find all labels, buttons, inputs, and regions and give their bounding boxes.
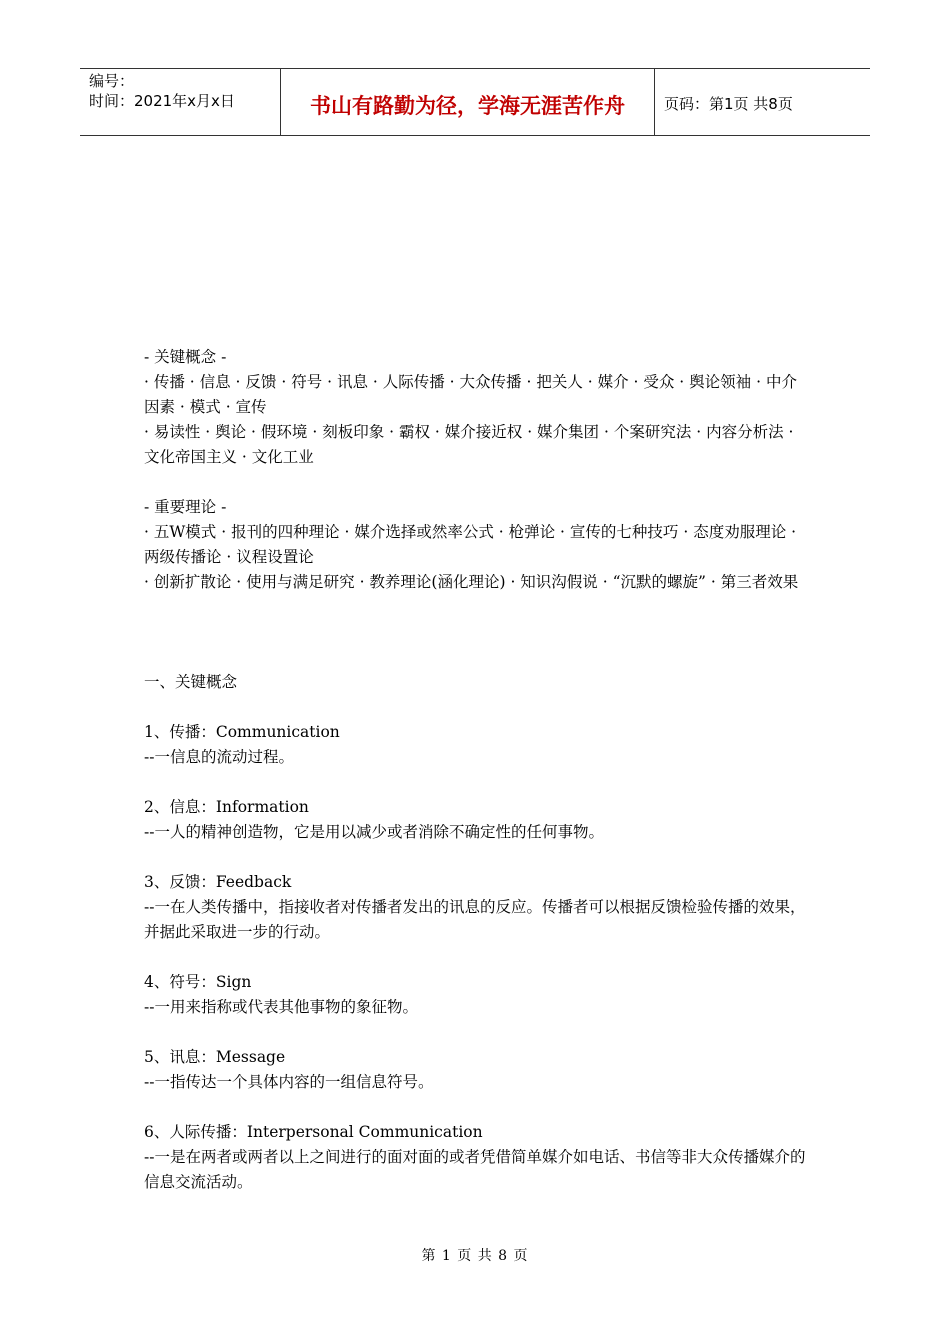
- entry-definition: --一人的精神创造物，它是用以减少或者消除不确定性的任何事物。: [144, 823, 604, 841]
- time-label: 时间：2021年x月x日: [89, 92, 235, 110]
- entry-term: 1、传播：Communication: [144, 723, 340, 741]
- key-concepts-heading: - 关键概念 -: [144, 348, 227, 366]
- page-footer: 第 1 页 共 8 页: [421, 1248, 529, 1264]
- entry-definition: --一信息的流动过程。: [144, 748, 294, 766]
- entry-definition: --一在人类传播中，指接收者对传播者发出的讯息的反应。传播者可以根据反馈检验传播的效果，并据此采取进一步的行动。: [144, 898, 806, 941]
- header-motto: 书山有路勤为径，学海无涯苦作舟: [281, 69, 655, 135]
- key-concepts-line-2: · 易读性 · 舆论 · 假环境 · 刻板印象 · 霸权 · 媒介接近权 · 媒介集团 · 个案研究法 · 内容分析法 · 文化帝国主义 · 文化工业: [144, 423, 794, 466]
- entry-definition: --一是在两者或两者以上之间进行的面对面的或者凭借简单媒介如电话、书信等非大众传播媒介的信息交流活动。: [144, 1148, 806, 1191]
- document-header: [80, 68, 870, 136]
- theories-line-2: · 创新扩散论 · 使用与满足研究 · 教养理论(涵化理论) · 知识沟假说 · “沉默的螺旋” · 第三者效果: [144, 573, 799, 591]
- entry-definition: --一指传达一个具体内容的一组信息符号。: [144, 1073, 434, 1091]
- part-one-title: 一、关键概念: [144, 673, 238, 691]
- entry-term: 5、讯息：Message: [144, 1048, 286, 1066]
- header-page-info: 页码：第1页 共8页: [664, 94, 793, 113]
- entry-term: 4、符号：Sign: [144, 973, 252, 991]
- header-meta: [80, 69, 281, 135]
- document-body: [144, 345, 808, 1195]
- key-concepts-line-1: · 传播 · 信息 · 反馈 · 符号 · 讯息 · 人际传播 · 大众传播 · 把关人 · 媒介 · 受众 · 舆论领袖 · 中介因素 · 模式 · 宣传: [144, 373, 797, 416]
- theories-line-1: · 五W模式 · 报刊的四种理论 · 媒介选择或然率公式 · 枪弹论 · 宣传的七种技巧 · 态度劝服理论 · 两级传播论 · 议程设置论: [144, 523, 797, 566]
- entry-term: 2、信息：Information: [144, 798, 309, 816]
- entry-term: 3、反馈：Feedback: [144, 873, 292, 891]
- entry-definition: --一用来指称或代表其他事物的象征物。: [144, 998, 418, 1016]
- serial-label: 编号：: [89, 72, 135, 90]
- entry-term: 6、人际传播：Interpersonal Communication: [144, 1123, 483, 1141]
- theories-heading: - 重要理论 -: [144, 498, 227, 516]
